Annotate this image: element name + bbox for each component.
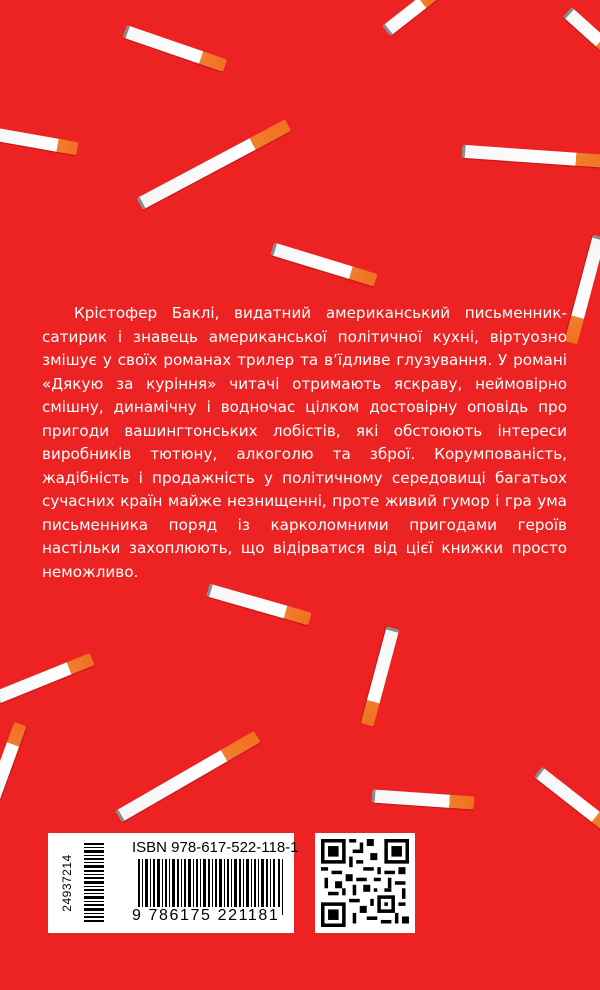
cigarette-illustration [564, 235, 600, 345]
cigarette-illustration [0, 722, 26, 811]
cigarette-illustration [462, 145, 600, 168]
cigarette-illustration [382, 0, 437, 36]
cigarette-illustration [206, 584, 311, 626]
cigarette-illustration [123, 25, 227, 72]
cigarette-illustration [115, 731, 260, 822]
qr-code [315, 833, 415, 933]
cigarette-illustration [372, 789, 475, 809]
cigarette-illustration [270, 242, 377, 286]
book-description: Крістофер Баклі, видатний американський письменник-сатирик і знавець американської політичної кухні, віртуозно змішує у своїх романах трилер та в’їдливе глузування. У романі «Дякую за куріння» читачі отримають яскраву, неймовірно смішну, динамічну і водночас цілком достовірну оповідь про пригоди вашингтонських лобістів, які обстоюють інтереси виробників тютюну, алкоголю та зброї. Корумпованість, жадібність і продажність у політичному середовищі багатьох сучасних країн майже незнищенні, проте живий гумор і гра ума письменника поряд із карколомними пригодами героїв настільки захоплюють, що відірватися від цієї книжки просто неможливо. [42, 304, 567, 581]
ean-digits: 9 786175 221181 [132, 907, 280, 924]
isbn-barcode [48, 833, 299, 933]
side-code-text: 24937214 [60, 854, 74, 912]
cigarette-illustration [0, 128, 78, 155]
cigarette-illustration [137, 119, 291, 209]
qr-code-pattern [321, 839, 409, 927]
cigarette-illustration [0, 653, 95, 704]
cigarette-illustration [563, 7, 600, 55]
isbn-text: ISBN 978-617-522-118-1 [132, 839, 299, 856]
cigarette-illustration [534, 767, 600, 836]
side-barcode-bars [70, 843, 106, 923]
cigarette-illustration [361, 627, 399, 727]
